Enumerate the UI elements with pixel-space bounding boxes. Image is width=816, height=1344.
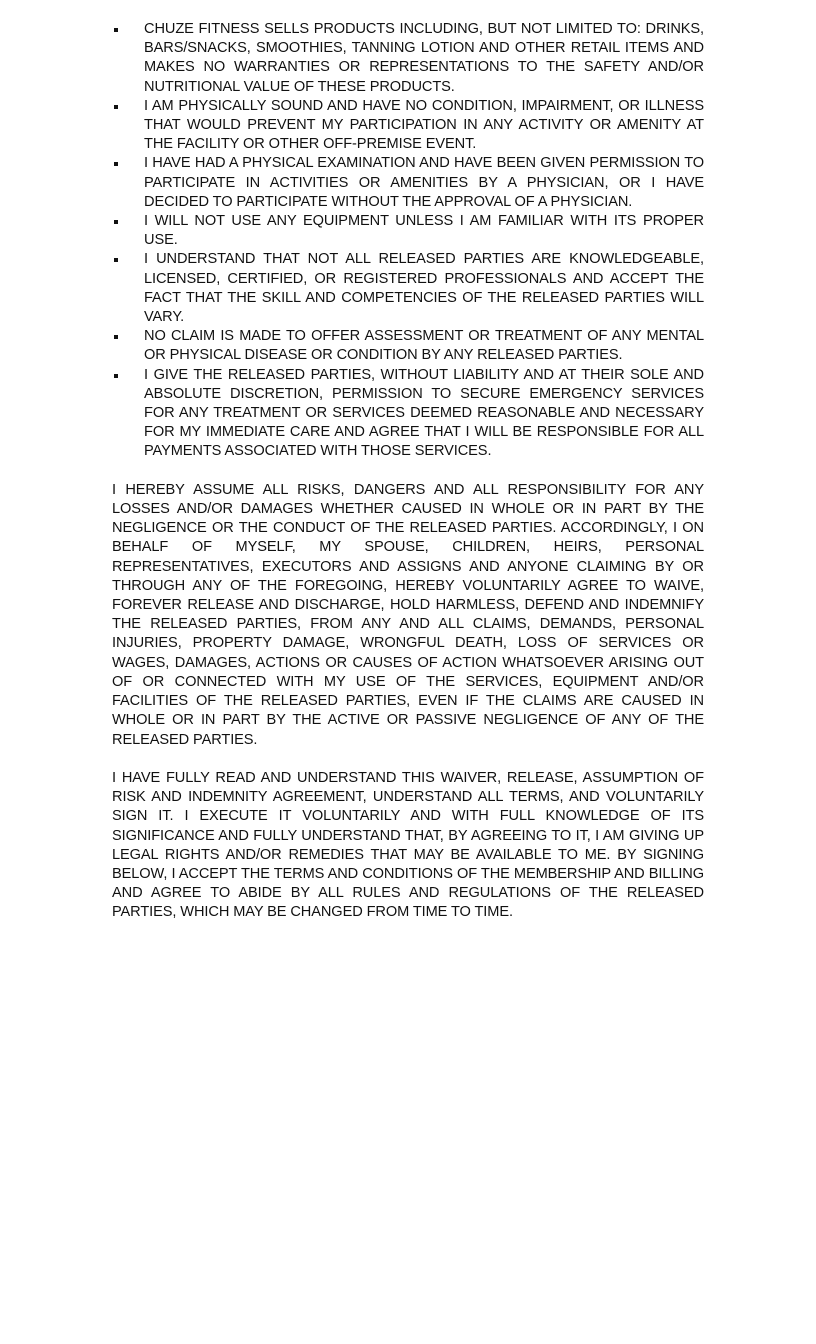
square-bullet-icon [114, 105, 118, 109]
bullet-text: I HAVE HAD A PHYSICAL EXAMINATION AND HAVE BEEN GIVEN PERMISSION TO PARTICIPATE IN ACTIVITIES OR AMENITIES BY A PHYSICIAN, OR I HAVE DECIDED TO PARTICIPATE WITHOUT THE APPROVAL OF A PHYSICIAN. [144, 155, 704, 210]
square-bullet-icon [114, 335, 118, 339]
bullet-item-released-parties-skill [112, 250, 704, 327]
bullet-text: NO CLAIM IS MADE TO OFFER ASSESSMENT OR TREATMENT OF ANY MENTAL OR PHYSICAL DISEASE OR CONDITION BY ANY RELEASED PARTIES. [144, 328, 704, 364]
square-bullet-icon [114, 220, 118, 224]
bullet-item-physical-exam [112, 154, 704, 212]
square-bullet-icon [114, 28, 118, 32]
bullet-item-products [112, 20, 704, 97]
bullet-item-physically-sound [112, 97, 704, 155]
square-bullet-icon [114, 374, 118, 378]
bullet-text: I WILL NOT USE ANY EQUIPMENT UNLESS I AM FAMILIAR WITH ITS PROPER USE. [144, 213, 704, 249]
bullet-text: CHUZE FITNESS SELLS PRODUCTS INCLUDING, BUT NOT LIMITED TO: DRINKS, BARS/SNACKS, SMOOTHIES, TANNING LOTION AND OTHER RETAIL ITEMS AND MAKES NO WARRANTIES OR REPRESENTATIONS TO THE SAFETY AND/OR NUTRITIONAL VALUE OF THESE PRODUCTS. [144, 21, 704, 95]
bullet-item-emergency-services [112, 366, 704, 462]
bullet-item-equipment-use [112, 212, 704, 250]
bullet-text: I GIVE THE RELEASED PARTIES, WITHOUT LIABILITY AND AT THEIR SOLE AND ABSOLUTE DISCRETION, PERMISSION TO SECURE EMERGENCY SERVICES FOR ANY TREATMENT OR SERVICES DEEMED REASONABLE AND NECESSARY FOR MY IMMEDIATE CARE AND AGREE THAT I WILL BE RESPONSIBLE FOR ALL PAYMENTS ASSOCIATED WITH THOSE SERVICES. [144, 366, 704, 460]
document-page [112, 20, 704, 923]
bullet-item-no-claim [112, 327, 704, 365]
square-bullet-icon [114, 162, 118, 166]
acknowledgement-paragraph: I HAVE FULLY READ AND UNDERSTAND THIS WAIVER, RELEASE, ASSUMPTION OF RISK AND INDEMNITY AGREEMENT, UNDERSTAND ALL TERMS, AND VOLUNTARILY SIGN IT. I EXECUTE IT VOLUNTARILY AND WITH FULL KNOWLEDGE OF ITS SIGNIFICANCE AND FULLY UNDERSTAND THAT, BY AGREEING TO IT, I AM GIVING UP LEGAL RIGHTS AND/OR REMEDIES THAT MAY BE AVAILABLE TO ME. BY SIGNING BELOW, I ACCEPT THE TERMS AND CONDITIONS OF THE MEMBERSHIP AND BILLING AND AGREE TO ABIDE BY ALL RULES AND REGULATIONS OF THE RELEASED PARTIES, WHICH MAY BE CHANGED FROM TIME TO TIME. [112, 769, 704, 921]
terms-bullet-list [112, 20, 704, 462]
square-bullet-icon [114, 258, 118, 262]
assumption-of-risk-paragraph: I HEREBY ASSUME ALL RISKS, DANGERS AND ALL RESPONSIBILITY FOR ANY LOSSES AND/OR DAMAGES WHETHER CAUSED IN WHOLE OR IN PART BY THE NEGLIGENCE OR THE CONDUCT OF THE RELEASED PARTIES. ACCORDINGLY, I ON BEHALF OF MYSELF, MY SPOUSE, CHILDREN, HEIRS, PERSONAL REPRESENTATIVES, EXECUTORS AND ASSIGNS AND ANYONE CLAIMING BY OR THROUGH ANY OF THE FOREGOING, HEREBY VOLUNTARILY AGREE TO WAIVE, FOREVER RELEASE AND DISCHARGE, HOLD HARMLESS, DEFEND AND INDEMNIFY THE RELEASED PARTIES, FROM ANY AND ALL CLAIMS, DEMANDS, PERSONAL INJURIES, PROPERTY DAMAGE, WRONGFUL DEATH, LOSS OF SERVICES OR WAGES, DAMAGES, ACTIONS OR CAUSES OF ACTION WHATSOEVER ARISING OUT OF OR CONNECTED WITH MY USE OF THE SERVICES, EQUIPMENT AND/OR FACILITIES OF THE RELEASED PARTIES, EVEN IF THE CLAIMS ARE CAUSED IN WHOLE OR IN PART BY THE ACTIVE OR PASSIVE NEGLIGENCE OF ANY OF THE RELEASED PARTIES. [112, 481, 704, 748]
bullet-text: I AM PHYSICALLY SOUND AND HAVE NO CONDITION, IMPAIRMENT, OR ILLNESS THAT WOULD PREVENT MY PARTICIPATION IN ANY ACTIVITY OR AMENITY AT THE FACILITY OR OTHER OFF-PREMISE EVENT. [144, 97, 704, 153]
bullet-text: I UNDERSTAND THAT NOT ALL RELEASED PARTIES ARE KNOWLEDGEABLE, LICENSED, CERTIFIED, OR REGISTERED PROFESSIONALS AND ACCEPT THE FACT THAT THE SKILL AND COMPETENCIES OF THE RELEASED PARTIES WILL VARY. [144, 251, 704, 326]
